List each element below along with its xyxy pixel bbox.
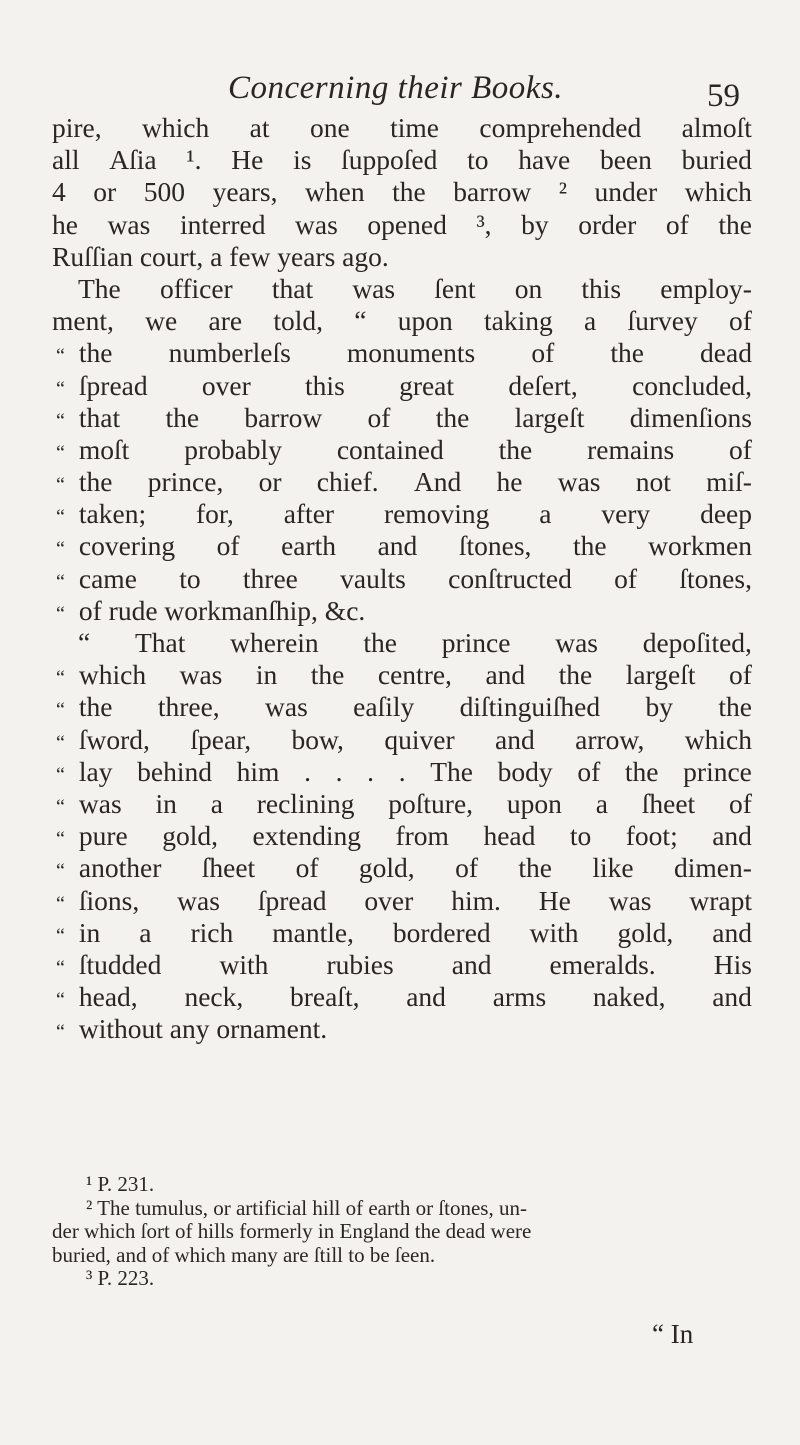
word: He <box>231 144 264 176</box>
word: head, <box>78 981 138 1013</box>
text-line <box>52 820 752 852</box>
word: at <box>249 112 270 143</box>
text-line <box>52 981 752 1013</box>
word: neck, <box>184 981 244 1013</box>
word: this <box>581 272 622 304</box>
word: opened <box>367 208 447 240</box>
word: upon <box>397 305 453 337</box>
text-line <box>52 852 752 884</box>
word: gold, <box>358 852 415 884</box>
word: mantle, <box>272 916 354 948</box>
footnote-line: der which ſort of hills formerly in England the dead were <box>52 1219 532 1243</box>
word: ſheet <box>201 852 256 884</box>
word: the <box>518 852 552 884</box>
word: prince, <box>147 466 224 498</box>
word: interred <box>179 208 266 240</box>
word: ſtudded <box>78 948 162 980</box>
quote-mark: “ <box>56 667 65 690</box>
word: wherein <box>230 627 319 658</box>
word: by <box>645 691 673 723</box>
line-text <box>79 466 752 498</box>
quote-mark: “ <box>56 441 65 464</box>
word: ſurvey <box>627 305 698 337</box>
word: all <box>52 144 80 176</box>
word: that <box>78 401 121 433</box>
word: the <box>435 401 470 433</box>
word: The <box>78 272 121 304</box>
word: of <box>295 852 319 884</box>
quote-mark: “ <box>56 763 65 786</box>
word: of <box>577 755 601 787</box>
word: ſheet <box>641 787 696 819</box>
word: the <box>624 755 659 787</box>
word: a <box>210 787 223 819</box>
text-line <box>52 627 752 659</box>
word: and <box>712 981 752 1013</box>
text-line <box>52 402 752 434</box>
word: arrow, <box>575 723 645 755</box>
word: The <box>430 755 473 787</box>
page-number: 59 <box>707 78 740 114</box>
word: comprehended <box>479 112 642 143</box>
word: ſuppoſed <box>341 144 438 176</box>
word: 500 <box>143 176 186 208</box>
line-text <box>79 370 752 402</box>
word: which <box>142 112 210 143</box>
line-text <box>52 144 752 176</box>
word: barrow <box>244 401 323 433</box>
word: breaſt, <box>289 981 360 1013</box>
word: extending <box>252 820 361 852</box>
word: was <box>555 627 598 658</box>
line-text <box>79 691 752 723</box>
footnote-line: ³ P. 223. <box>86 1266 155 1290</box>
text-line <box>52 563 752 595</box>
word: was <box>107 208 151 240</box>
word: deſert, <box>508 369 578 401</box>
word: him <box>236 755 280 787</box>
text-line <box>52 176 752 208</box>
text-line <box>52 756 752 788</box>
word: contained <box>336 433 444 465</box>
word: rubies <box>326 948 394 980</box>
word: of <box>455 852 478 884</box>
word: the <box>165 401 200 433</box>
word: and <box>485 659 526 691</box>
word: the <box>572 530 607 562</box>
text-line <box>52 885 752 917</box>
word: bordered <box>392 916 491 948</box>
word: . <box>335 755 343 787</box>
text-line <box>52 337 752 369</box>
line-text: Ruſſian court, a few years ago. <box>52 240 389 272</box>
word: or <box>258 466 282 498</box>
word: years, <box>212 176 278 208</box>
text-line <box>52 273 752 305</box>
word: chief. <box>316 466 379 498</box>
word: was <box>265 691 308 723</box>
line-text <box>79 337 752 369</box>
quote-mark: “ <box>56 924 65 947</box>
quote-mark: “ <box>56 602 65 625</box>
text-line <box>52 1013 752 1045</box>
word: under <box>594 176 658 208</box>
word: a <box>139 916 152 948</box>
word: been <box>599 144 652 176</box>
word: covering <box>78 530 176 562</box>
quote-mark: “ <box>56 474 65 497</box>
word: numberleſs <box>168 337 291 369</box>
line-text <box>79 402 752 434</box>
word: concluded, <box>632 369 752 401</box>
word: conſtructed <box>448 562 572 594</box>
word: for, <box>195 498 234 530</box>
word: ſtones, <box>458 530 532 562</box>
word: after <box>283 498 335 530</box>
word: was <box>352 272 396 304</box>
word: officer <box>159 272 233 304</box>
word: depoſited, <box>642 627 752 658</box>
line-text <box>78 627 752 659</box>
word: like <box>592 852 634 884</box>
word: and <box>712 916 752 948</box>
quote-mark: “ <box>56 345 65 368</box>
line-text <box>79 852 752 884</box>
word: probably <box>184 433 282 465</box>
word: of <box>729 659 752 691</box>
word: the <box>498 433 533 465</box>
word: came <box>78 562 137 594</box>
word: removing <box>383 498 490 530</box>
word: which <box>684 723 752 755</box>
text-line <box>52 434 752 466</box>
word: are <box>208 305 243 337</box>
word: . <box>367 755 375 787</box>
word: the <box>558 659 593 691</box>
word: which <box>684 176 752 208</box>
word: ² <box>558 176 567 208</box>
quote-mark: “ <box>56 892 65 915</box>
word: prince <box>683 755 752 787</box>
word: “ <box>78 627 91 658</box>
word: three, <box>157 691 220 723</box>
word: dimen- <box>674 852 752 884</box>
word: head <box>483 820 536 852</box>
word: . <box>398 755 406 787</box>
word: monuments <box>346 337 476 369</box>
word: gold, <box>162 820 219 852</box>
word: ſpread <box>78 369 148 401</box>
line-text <box>79 788 752 820</box>
line-text <box>52 209 752 241</box>
word: from <box>395 820 449 852</box>
word: of <box>216 530 240 562</box>
word: a <box>539 498 552 530</box>
quote-mark: “ <box>56 828 65 851</box>
text-line <box>52 466 752 498</box>
word: and <box>712 820 752 852</box>
word: body <box>497 755 553 787</box>
text-line <box>52 788 752 820</box>
word: . <box>304 755 311 787</box>
text-line <box>52 209 752 241</box>
word: buried <box>681 144 752 176</box>
word: he <box>52 208 78 240</box>
word: is <box>293 144 312 176</box>
word: with <box>529 916 579 948</box>
quote-mark: “ <box>56 860 65 883</box>
word: have <box>518 144 571 176</box>
word: naked, <box>592 981 666 1013</box>
word: the <box>310 659 345 691</box>
word: by <box>521 208 549 240</box>
text-line <box>52 659 752 691</box>
text-line <box>52 305 752 337</box>
word: prince <box>441 627 511 658</box>
word: dimenſions <box>629 401 752 433</box>
line-text <box>79 820 752 852</box>
word: in <box>155 787 177 819</box>
word: ſtones, <box>679 562 752 594</box>
word: barrow <box>453 176 532 208</box>
footnote-line: ² The tumulus, or artificial hill of earth or ſtones, un- <box>86 1195 527 1220</box>
quote-mark: “ <box>56 377 65 400</box>
word: was <box>177 884 220 916</box>
line-text <box>79 434 752 466</box>
running-head: Concerning their Books. <box>228 70 564 106</box>
footnotes <box>52 1173 752 1291</box>
word: gold, <box>617 916 674 948</box>
word: foot; <box>625 820 678 852</box>
word: Aſia <box>109 144 157 176</box>
word: was <box>608 884 652 916</box>
word: arms <box>492 981 547 1013</box>
word: the <box>718 208 752 240</box>
word: order <box>578 208 637 240</box>
word: the <box>78 466 113 498</box>
word: employ- <box>660 272 752 304</box>
word: the <box>78 337 113 369</box>
word: to <box>467 144 489 176</box>
word: bow, <box>291 723 344 755</box>
text-line <box>52 530 752 562</box>
word: upon <box>506 787 562 819</box>
word: almoſt <box>681 112 752 143</box>
word: we <box>145 305 178 337</box>
word: diſtinguiſhed <box>459 691 601 723</box>
text-line <box>52 241 752 273</box>
word: And <box>413 466 462 498</box>
word: earth <box>281 530 337 562</box>
line-text <box>79 949 752 981</box>
line-text <box>78 273 752 305</box>
word: wrapt <box>689 884 752 916</box>
line-text: of rude workmanſhip, &c. <box>78 594 366 626</box>
word: and <box>406 981 446 1013</box>
word: of <box>531 337 555 369</box>
word: miſ- <box>706 466 752 498</box>
word: rich <box>190 916 234 948</box>
quote-mark: “ <box>56 1021 65 1044</box>
footnote-line: buried, and of which many are ſtill to be ſeen. <box>52 1242 436 1267</box>
word: over <box>364 884 414 916</box>
word: behind <box>137 755 213 787</box>
footnote-line: ¹ P. 231. <box>86 1172 155 1196</box>
word: moſt <box>78 433 130 465</box>
word: pure <box>78 820 128 852</box>
word: ſpread <box>257 884 327 916</box>
word: “ <box>354 305 367 337</box>
word: or <box>93 176 117 208</box>
text-line <box>52 949 752 981</box>
word: He <box>538 884 571 916</box>
word: of <box>729 433 752 465</box>
word: of <box>665 208 689 240</box>
word: a <box>584 305 597 337</box>
text-line <box>52 112 752 144</box>
word: remains <box>587 433 675 465</box>
word: on <box>514 272 543 304</box>
quote-mark: “ <box>56 989 65 1012</box>
word: this <box>305 369 345 401</box>
text-line <box>52 498 752 530</box>
word: workmen <box>648 530 752 562</box>
word: three <box>242 562 298 594</box>
word: another <box>78 852 162 884</box>
word: which <box>78 659 147 691</box>
word: dead <box>700 337 752 369</box>
line-text <box>79 659 752 691</box>
word: in <box>78 916 101 948</box>
word: over <box>201 369 251 401</box>
word: and <box>451 948 492 980</box>
text-line <box>52 917 752 949</box>
line-text <box>52 305 752 337</box>
word: quiver <box>384 723 455 755</box>
word: told, <box>273 305 323 337</box>
text-line <box>52 370 752 402</box>
word: of <box>728 787 752 819</box>
word: ³, <box>476 208 492 240</box>
word: the <box>78 691 113 723</box>
word: was <box>179 659 223 691</box>
word: the <box>392 176 426 208</box>
word: with <box>219 948 269 980</box>
word: ſions, <box>78 884 140 916</box>
word: His <box>713 948 752 980</box>
word: great <box>399 369 455 401</box>
line-text <box>79 498 752 530</box>
text-line <box>52 144 752 176</box>
text-line <box>52 724 752 756</box>
word: poſture, <box>388 787 474 819</box>
word: vaults <box>340 562 406 594</box>
line-text <box>79 563 752 595</box>
quote-mark: “ <box>56 570 65 593</box>
quote-mark: “ <box>56 956 65 979</box>
word: That <box>134 627 186 658</box>
word: of <box>729 305 752 337</box>
word: was <box>78 787 122 819</box>
word: pire, <box>52 112 102 143</box>
word: ſpear, <box>190 723 252 755</box>
line-text <box>79 981 752 1013</box>
quote-mark: “ <box>56 731 65 754</box>
word: one <box>309 112 350 143</box>
word: him. <box>451 884 501 916</box>
body-text <box>52 112 752 1045</box>
quote-mark: “ <box>56 409 65 432</box>
line-text <box>79 917 752 949</box>
line-text <box>79 885 752 917</box>
quote-mark: “ <box>56 538 65 561</box>
word: largeſt <box>625 659 696 691</box>
word: to <box>179 562 201 594</box>
quote-mark: “ <box>56 699 65 722</box>
text-line <box>52 691 752 723</box>
word: of <box>367 401 391 433</box>
line-text <box>79 530 752 562</box>
word: ¹. <box>186 144 202 176</box>
word: of <box>614 562 638 594</box>
word: not <box>635 466 671 498</box>
word: the <box>363 627 398 658</box>
word: and <box>495 723 535 755</box>
word: when <box>305 176 365 208</box>
quote-mark: “ <box>56 795 65 818</box>
word: a <box>595 787 608 819</box>
line-text: without any ornament. <box>78 1013 328 1045</box>
word: lay <box>78 755 113 787</box>
word: ment, <box>52 305 114 337</box>
word: in <box>255 659 278 691</box>
word: eaſily <box>353 691 415 723</box>
line-text <box>79 756 752 788</box>
word: deep <box>700 498 752 530</box>
word: ſent <box>434 272 476 304</box>
word: taking <box>484 305 553 337</box>
word: 4 <box>52 176 66 208</box>
word: reclining <box>256 787 355 819</box>
word: ſword, <box>78 723 150 755</box>
word: taken; <box>78 498 147 530</box>
word: was <box>557 466 601 498</box>
catchword: “ In <box>652 1319 694 1349</box>
word: emeralds. <box>549 948 656 980</box>
word: very <box>601 498 651 530</box>
word: largeſt <box>514 401 585 433</box>
word: time <box>390 112 439 143</box>
word: he <box>496 466 523 498</box>
line-text <box>79 724 752 756</box>
word: to <box>569 820 592 852</box>
word: the <box>718 691 752 723</box>
word: and <box>377 530 418 562</box>
word: the <box>610 337 644 369</box>
word: that <box>271 272 314 304</box>
line-text <box>52 112 752 144</box>
line-text <box>52 176 752 208</box>
text-line <box>52 595 752 627</box>
word: centre, <box>377 659 452 691</box>
quote-mark: “ <box>56 506 65 529</box>
word: was <box>295 208 338 240</box>
